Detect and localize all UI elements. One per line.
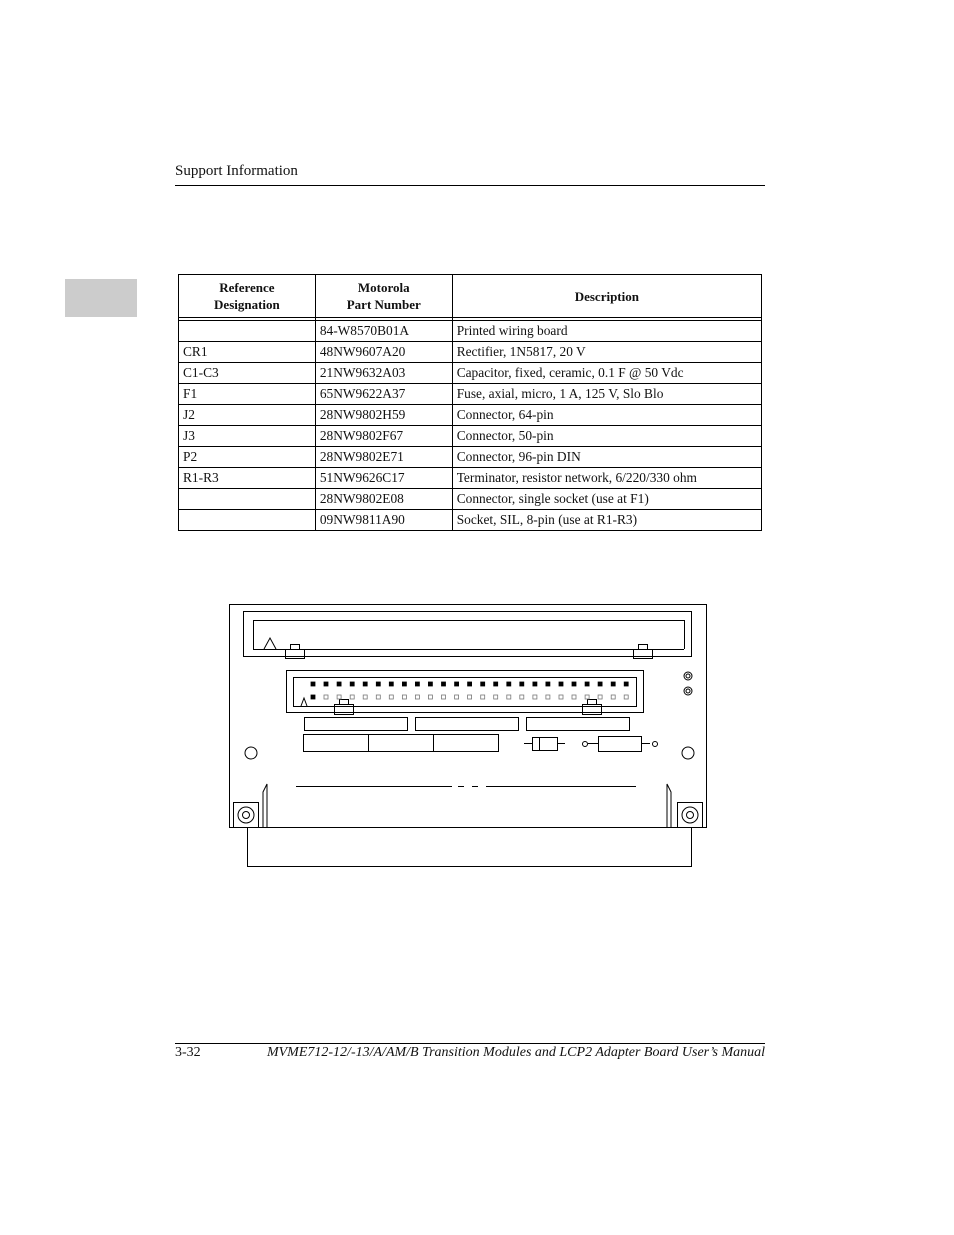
column-header-part-number [315,275,452,318]
table-cell-ref: R1-R3 [179,468,316,489]
header-line: Designation [214,297,280,312]
table-cell-ref [179,321,316,342]
footer-rule [175,1043,765,1044]
table-cell-ref: F1 [179,384,316,405]
din-connector-slot [254,621,685,650]
page-number: 3-32 [175,1045,201,1060]
board-layout-diagram [226,600,710,870]
table-row [179,363,762,384]
header-pin [376,695,380,699]
screw-icon [238,807,254,823]
mounting-hole-icon [682,747,694,759]
table-cell-part: 28NW9802H59 [315,405,452,426]
resistor-network-2 [416,718,519,731]
table-row [179,342,762,363]
fuse-lead-icon [583,742,588,747]
header-pin [572,695,576,699]
header-pin [468,695,472,699]
header-line: Motorola [357,280,410,295]
table-row [179,489,762,510]
column-header-description [452,275,761,318]
faceplate-outline [248,827,692,867]
chapter-thumb-tab [65,279,137,317]
table-row [179,405,762,426]
header-pin [507,695,511,699]
header-pin [546,682,550,686]
header-pin [402,695,406,699]
header-pin [585,695,589,699]
table-cell-desc: Socket, SIL, 8-pin (use at R1-R3) [452,510,761,531]
header-pin [507,682,511,686]
header-pin [546,695,550,699]
header-pin [624,695,628,699]
latch-left [286,650,305,659]
header-pin [494,682,498,686]
table-cell-desc: Connector, 50-pin [452,426,761,447]
fuse-f1 [599,737,642,752]
header-pin [363,682,367,686]
header-pin [455,682,459,686]
header-pin [415,695,419,699]
manual-title: MVME712-12/-13/A/AM/B Transition Modules and LCP2 Adapter Board User’s Manual [266,1045,765,1060]
table-cell-desc: Capacitor, fixed, ceramic, 0.1 F @ 50 Vdc [452,363,761,384]
table-cell-part: 48NW9607A20 [315,342,452,363]
header-pin [611,682,615,686]
header-pin [428,682,432,686]
table-row [179,468,762,489]
table-cell-part: 21NW9632A03 [315,363,452,384]
header-pin [428,695,432,699]
resistor-network-3 [527,718,630,731]
led-icon [684,687,692,695]
screw-block-right [678,803,703,828]
header-pins [311,682,628,699]
header-pin [520,682,524,686]
header-line: Description [574,288,639,304]
pin1-triangle-icon [264,638,276,649]
header-pin [311,695,315,699]
header-pin [415,682,419,686]
table-row [179,321,762,342]
header-pin [611,695,615,699]
rectifier-cr1 [533,738,558,751]
table-row [179,510,762,531]
pin1-triangle-icon [301,698,307,706]
led-icon [684,672,692,680]
header-pin [389,682,393,686]
header-rule [175,185,765,186]
capacitor-c3 [434,735,499,752]
header-pin [442,682,446,686]
header-line: Reference [219,280,275,295]
latch-left-tab [291,645,300,650]
table-cell-ref: CR1 [179,342,316,363]
header-pin [533,695,537,699]
header-pin [572,682,576,686]
table-cell-desc: Connector, 96-pin DIN [452,447,761,468]
header-pin [363,695,367,699]
table-cell-ref [179,510,316,531]
capacitor-c2 [369,735,434,752]
latch-right-tab [639,645,648,650]
table-cell-part: 28NW9802E08 [315,489,452,510]
header-pin [402,682,406,686]
header-pin [468,682,472,686]
table-cell-ref: J2 [179,405,316,426]
table-cell-desc: Connector, 64-pin [452,405,761,426]
header-pin [337,682,341,686]
table-cell-ref: P2 [179,447,316,468]
parts-list-table [178,274,762,531]
header-pin [520,695,524,699]
table-row [179,447,762,468]
capacitor-c1 [304,735,369,752]
table-cell-desc: Rectifier, 1N5817, 20 V [452,342,761,363]
latch-right [634,650,653,659]
header-pin [481,695,485,699]
table-header-row [179,275,762,318]
table-cell-ref: J3 [179,426,316,447]
table-cell-desc: Terminator, resistor network, 6/220/330 ohm [452,468,761,489]
header-pin [559,682,563,686]
table-row [179,426,762,447]
table-cell-ref [179,489,316,510]
standoff-left [263,784,267,827]
table-cell-part: 65NW9622A37 [315,384,452,405]
mounting-hole-icon [245,747,257,759]
standoff-right [667,784,671,827]
screw-block-left [234,803,259,828]
header-pin [481,682,485,686]
header-pin [598,682,602,686]
header-pin [389,695,393,699]
header-pin [624,682,628,686]
header-pin [455,695,459,699]
column-header-reference [179,275,316,318]
header-pin [533,682,537,686]
table-row [179,384,762,405]
table-cell-part: 28NW9802F67 [315,426,452,447]
table-cell-ref: C1-C3 [179,363,316,384]
header-pin [324,695,328,699]
resistor-network-1 [305,718,408,731]
header-pin [376,682,380,686]
table-cell-part: 51NW9626C17 [315,468,452,489]
board-outline [230,605,707,828]
header-pin [350,682,354,686]
header-pin [442,695,446,699]
header-pin [559,695,563,699]
header-pin [494,695,498,699]
table-cell-part: 28NW9802E71 [315,447,452,468]
header-line: Part Number [346,297,421,312]
table-cell-desc: Connector, single socket (use at F1) [452,489,761,510]
fuse-lead-icon [653,742,658,747]
header-pin [598,695,602,699]
table-cell-desc: Fuse, axial, micro, 1 A, 125 V, Slo Blo [452,384,761,405]
section-title: Support Information [175,163,298,179]
header-pin [585,682,589,686]
header-pin [324,682,328,686]
table-cell-part: 84-W8570B01A [315,321,452,342]
table-cell-part: 09NW9811A90 [315,510,452,531]
header-pin [337,695,341,699]
header-pin [350,695,354,699]
table-cell-desc: Printed wiring board [452,321,761,342]
header-pin [311,682,315,686]
screw-icon [682,807,698,823]
